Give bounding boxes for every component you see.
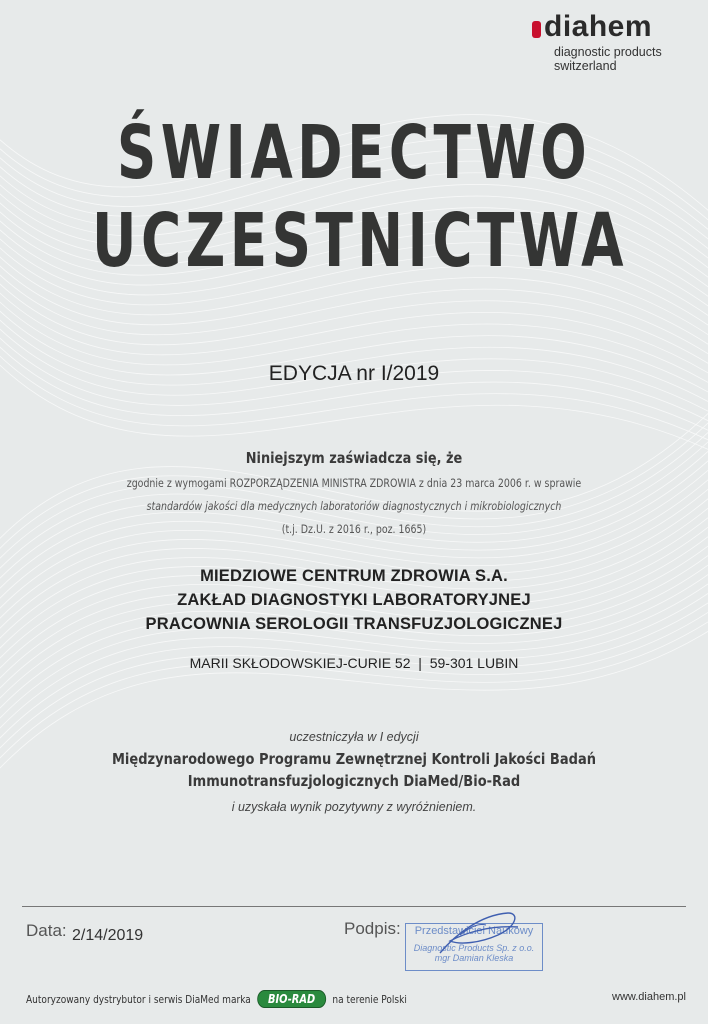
program-name-line-1: Międzynarodowego Programu Zewnętrznej Kontroli Jakości Badań (111, 750, 597, 768)
signature-label: Podpis: (344, 919, 401, 938)
organization-lab: PRACOWNIA SEROLOGII TRANSFUZJOLOGICZNEJ (145, 615, 563, 633)
participation-result: i uzyskała wynik pozytywny z wyróżnieniem. (231, 800, 477, 814)
regulation-line-1: zgodnie z wymogami ROZPORZĄDZENIA MINISTRA ZDROWIA z dnia 23 marca 2006 r. w sprawie (126, 476, 582, 490)
logo-brand-text: diahem (544, 10, 653, 43)
logo-tagline-1: diagnostic products (554, 45, 662, 59)
date-value: 2/14/2019 (72, 927, 144, 944)
organization-address: MARII SKŁODOWSKIEJ-CURIE 52 | 59-301 LUBIN (189, 655, 519, 671)
certification-lead: Niniejszym zaświadcza się, że (245, 449, 463, 467)
footer-distributor (26, 990, 407, 1008)
handwritten-signature (420, 905, 530, 965)
logo-wordmark (532, 12, 702, 42)
footer-text-before: Autoryzowany dystrybutor i serwis DiaMed marka (26, 992, 251, 1006)
date-label: Data: (26, 921, 67, 940)
diahem-logo (532, 12, 702, 73)
organization-department: ZAKŁAD DIAGNOSTYKI LABORATORYJNEJ (177, 591, 531, 609)
regulation-line-3: (t.j. Dz.U. z 2016 r., poz. 1665) (281, 522, 427, 536)
signoff-divider (22, 906, 686, 907)
logo-dot-icon (532, 21, 541, 38)
website-link[interactable]: www.diahem.pl (612, 991, 686, 1003)
edition-number: EDYCJA nr I/2019 (268, 362, 440, 385)
certificate-title-line-2: UCZESTNICTWA (92, 198, 628, 284)
participation-intro: uczestniczyła w I edycji (289, 730, 419, 744)
footer-text-after: na terenie Polski (332, 992, 407, 1006)
organization-name: MIEDZIOWE CENTRUM ZDROWIA S.A. (200, 567, 508, 585)
stamp-line-2: Diagnostic Products Sp. z o.o. (413, 943, 535, 953)
logo-tagline-2: switzerland (554, 59, 617, 73)
certificate-title-line-1: ŚWIADECTWO (116, 110, 592, 196)
regulation-line-2: standardów jakości dla medycznych laboratoriów diagnostycznych i mikrobiologicznych (146, 499, 562, 513)
program-name-line-2: Immunotransfuzjologicznych DiaMed/Bio-Rad (187, 772, 521, 790)
stamp-line-3: mgr Damian Kleska (434, 953, 514, 963)
biorad-logo: BIO-RAD (257, 990, 325, 1008)
stamp-line-1: Przedstawiciel Naukowy (414, 925, 534, 937)
